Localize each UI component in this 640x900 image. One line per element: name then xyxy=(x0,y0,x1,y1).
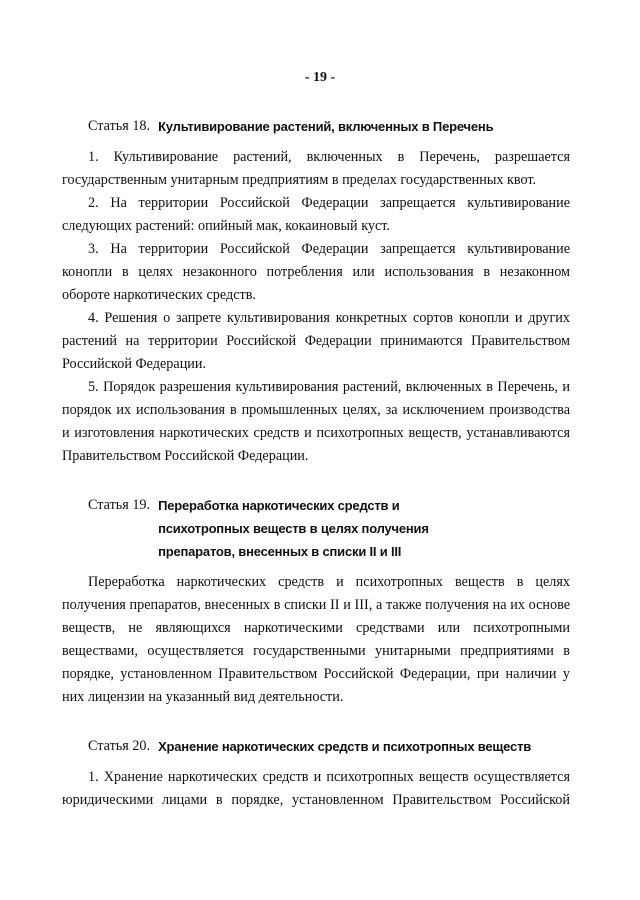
article-title: Хранение наркотических средств и психотропных веществ xyxy=(158,739,532,754)
paragraph: 1. Хранение наркотических средств и психотропных веществ осуществляется юридическими лицами в порядке, установленном Правительством Российской xyxy=(62,769,570,808)
article-label: Статья 18. xyxy=(88,118,151,134)
document-body xyxy=(62,115,570,812)
article-title: Культивирование растений, включенных в Перечень xyxy=(158,119,494,134)
paragraph: 1. Культивирование растений, включенных в Перечень, разрешается государственным унитарным предприятиям в пределах государственных квот. xyxy=(62,149,570,188)
paragraph: 2. На территории Российской Федерации запрещается культивирование следующих растений: опийный мак, кокаиновый куст. xyxy=(62,195,570,234)
spacer xyxy=(62,709,570,735)
article-heading xyxy=(88,494,570,563)
article-heading xyxy=(88,115,570,138)
spacer xyxy=(62,468,570,494)
paragraph: 3. На территории Российской Федерации запрещается культивирование конопли в целях незаконного потребления или использования в незаконном обороте наркотических средств. xyxy=(62,241,570,303)
article-title: Переработка наркотических средств и психотропных веществ в целях получения препаратов, внесенных в списки II и III xyxy=(158,498,429,559)
article-heading xyxy=(88,735,570,758)
article-19 xyxy=(62,494,570,709)
article-label: Статья 19. xyxy=(88,497,151,513)
article-label: Статья 20. xyxy=(88,738,151,754)
article-18 xyxy=(62,115,570,468)
article-20 xyxy=(62,735,570,812)
page-number: - 19 - xyxy=(304,70,336,85)
paragraph: 5. Порядок разрешения культивирования растений, включенных в Перечень, и порядок их использования в промышленных целях, за исключением производства и изготовления наркотических средств и психотропных веществ, устанавливаются Правительством Российской Федерации. xyxy=(62,379,570,464)
paragraph: Переработка наркотических средств и психотропных веществ в целях получения препаратов, внесенных в списки II и III, а также получения на их основе веществ, не являющихся наркотическими средствами или психотропными веществами, осуществляется государственными унитарными предприятиями в порядке, установленном Правительством Российской Федерации, при наличии у них лицензии на указанный вид деятельности. xyxy=(62,574,570,705)
paragraph: 4. Решения о запрете культивирования конкретных сортов конопли и других растений на территории Российской Федерации принимаются Правительством Российской Федерации. xyxy=(62,310,570,372)
